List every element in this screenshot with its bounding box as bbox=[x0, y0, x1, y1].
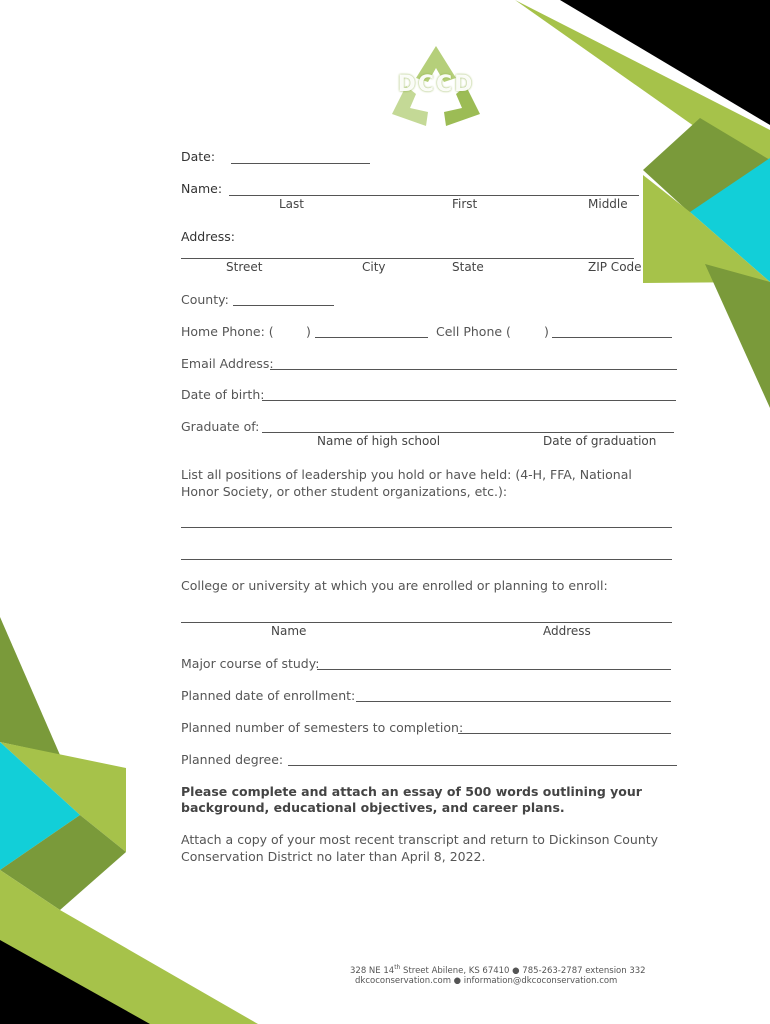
county-label: County: bbox=[181, 292, 229, 307]
planned-semesters-field[interactable] bbox=[458, 733, 671, 734]
major-label: Major course of study: bbox=[181, 656, 320, 671]
college-prompt: College or university at which you are enrolled or planning to enroll: bbox=[181, 578, 608, 593]
address-city-caption: City bbox=[362, 260, 386, 274]
grad-school-caption: Name of high school bbox=[317, 434, 441, 448]
corner-shape-black bbox=[560, 0, 770, 125]
planned-semesters-label: Planned number of semesters to completion: bbox=[181, 720, 464, 735]
leadership-prompt: List all positions of leadership you hold or have held: (4-H, FFA, National Honor Society, or other student organizations, etc.): bbox=[181, 467, 632, 499]
footer-contact: dkcoconservation.com ● information@dkcoconservation.com bbox=[355, 976, 618, 986]
date-field[interactable] bbox=[231, 163, 370, 164]
home-phone-paren: ) bbox=[306, 324, 311, 339]
footer-address: 328 NE 14th Street Abilene, KS 67410 ● 785-263-2787 extension 332 bbox=[350, 964, 646, 976]
major-field[interactable] bbox=[317, 669, 671, 670]
transcript-instruction: Attach a copy of your most recent transcript and return to Dickinson County Conservation District no later than April 8, 2022. bbox=[181, 832, 659, 864]
college-name-caption: Name bbox=[271, 624, 307, 638]
corner-shape-dark-green-3 bbox=[0, 617, 60, 755]
name-first-caption: First bbox=[452, 197, 478, 211]
planned-degree-field[interactable] bbox=[288, 765, 677, 766]
planned-enrollment-label: Planned date of enrollment: bbox=[181, 688, 356, 703]
college-address-caption: Address bbox=[543, 624, 591, 638]
address-field[interactable] bbox=[181, 258, 634, 259]
address-state-caption: State bbox=[452, 260, 484, 274]
college-field[interactable] bbox=[181, 622, 672, 623]
home-phone-field[interactable] bbox=[315, 337, 428, 338]
date-label: Date: bbox=[181, 149, 216, 164]
county-field[interactable] bbox=[233, 305, 334, 306]
cell-phone-label: Cell Phone ( bbox=[436, 324, 511, 339]
email-field[interactable] bbox=[270, 369, 677, 370]
name-label: Name: bbox=[181, 181, 223, 196]
dob-field[interactable] bbox=[262, 400, 676, 401]
email-label: Email Address: bbox=[181, 356, 274, 371]
dccd-logo bbox=[386, 42, 486, 132]
graduate-label: Graduate of: bbox=[181, 419, 260, 434]
cell-phone-field[interactable] bbox=[552, 337, 672, 338]
name-middle-caption: Middle bbox=[588, 197, 628, 211]
name-field[interactable] bbox=[229, 195, 639, 196]
address-zip-caption: ZIP Code bbox=[588, 260, 642, 274]
address-label: Address: bbox=[181, 229, 235, 244]
dob-label: Date of birth: bbox=[181, 387, 265, 402]
address-street-caption: Street bbox=[226, 260, 263, 274]
leadership-field-1[interactable] bbox=[181, 527, 672, 528]
cell-phone-paren: ) bbox=[544, 324, 549, 339]
planned-degree-label: Planned degree: bbox=[181, 752, 284, 767]
home-phone-label: Home Phone: ( bbox=[181, 324, 274, 339]
essay-instruction: Please complete and attach an essay of 500 words outlining your background, educational objectives, and career plans. bbox=[181, 784, 642, 815]
logo-text: DCCD bbox=[397, 72, 475, 97]
grad-date-caption: Date of graduation bbox=[543, 434, 657, 448]
planned-enrollment-field[interactable] bbox=[356, 701, 671, 702]
name-last-caption: Last bbox=[279, 197, 304, 211]
corner-shape-dark-green-2 bbox=[705, 264, 770, 408]
graduate-field[interactable] bbox=[262, 432, 674, 433]
leadership-field-2[interactable] bbox=[181, 559, 672, 560]
